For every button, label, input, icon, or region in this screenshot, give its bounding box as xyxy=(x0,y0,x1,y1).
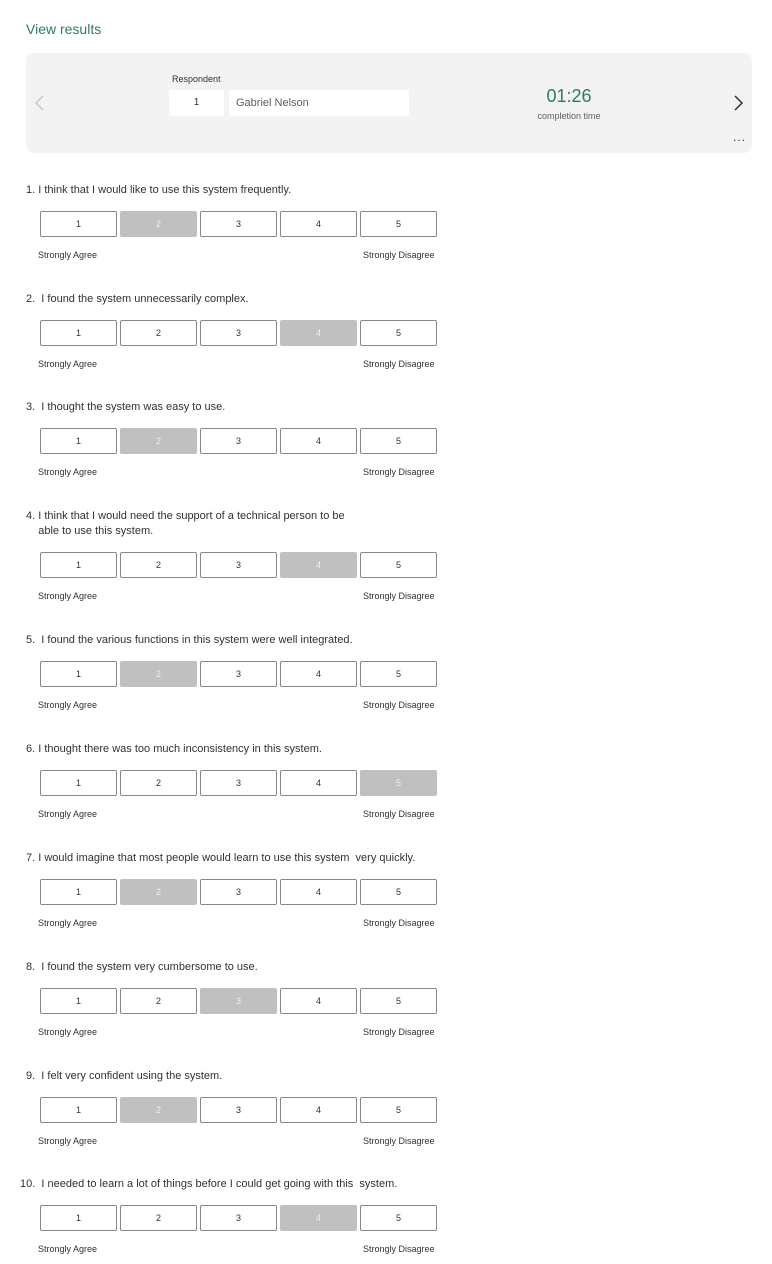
rating-option-3[interactable]: 3 xyxy=(200,428,277,454)
rating-option-5[interactable]: 5 xyxy=(360,988,437,1014)
rating-option-4[interactable]: 4 xyxy=(280,552,357,578)
rating-option-5[interactable]: 5 xyxy=(360,661,437,687)
rating-option-4[interactable]: 4 xyxy=(280,770,357,796)
scale-label-right: Strongly Disagree xyxy=(363,1244,435,1254)
rating-option-4[interactable]: 4 xyxy=(280,879,357,905)
rating-option-4[interactable]: 4 xyxy=(280,1205,357,1231)
scale-label-left: Strongly Agree xyxy=(38,918,98,928)
respondent-label: Respondent xyxy=(172,74,221,84)
rating-option-2[interactable]: 2 xyxy=(120,988,197,1014)
rating-option-3[interactable]: 3 xyxy=(200,552,277,578)
rating-option-3[interactable]: 3 xyxy=(200,879,277,905)
respondent-number-field[interactable]: 1 xyxy=(169,90,224,116)
scale-label-right: Strongly Disagree xyxy=(363,1027,435,1037)
previous-respondent-button[interactable] xyxy=(32,91,48,115)
scale-label-right: Strongly Disagree xyxy=(363,591,435,601)
scale-label-right: Strongly Disagree xyxy=(363,918,435,928)
scale-label-right: Strongly Disagree xyxy=(363,1136,435,1146)
rating-option-5[interactable]: 5 xyxy=(360,428,437,454)
question-text: 4. I think that I would need the support of a technical person to be able to use this system. xyxy=(26,510,345,537)
completion-time-value: 01:26 xyxy=(546,86,592,106)
next-respondent-button[interactable] xyxy=(730,91,746,115)
rating-option-2[interactable]: 2 xyxy=(120,552,197,578)
chevron-left-icon xyxy=(32,91,48,115)
scale-label-left: Strongly Agree xyxy=(38,359,98,369)
question-text: 8. I found the system very cumbersome to use. xyxy=(26,961,258,973)
rating-option-2[interactable]: 2 xyxy=(120,428,197,454)
rating-option-1[interactable]: 1 xyxy=(40,988,117,1014)
rating-option-1[interactable]: 1 xyxy=(40,211,117,237)
rating-option-3[interactable]: 3 xyxy=(200,320,277,346)
rating-option-1[interactable]: 1 xyxy=(40,320,117,346)
scale-label-right: Strongly Disagree xyxy=(363,467,435,477)
question-text: 7. I would imagine that most people would learn to use this system very quickly. xyxy=(26,852,416,864)
question-text: 1. I think that I would like to use this system frequently. xyxy=(26,184,292,196)
more-options-button[interactable]: ... xyxy=(732,130,746,144)
question-text: 10. I needed to learn a lot of things before I could get going with this system. xyxy=(20,1178,398,1190)
rating-option-4[interactable]: 4 xyxy=(280,988,357,1014)
question-text: 2. I found the system unnecessarily complex. xyxy=(26,293,249,305)
rating-option-3[interactable]: 3 xyxy=(200,211,277,237)
scale-label-left: Strongly Agree xyxy=(38,1136,98,1146)
rating-option-3[interactable]: 3 xyxy=(200,988,277,1014)
scale-label-right: Strongly Disagree xyxy=(363,359,435,369)
rating-option-2[interactable]: 2 xyxy=(120,879,197,905)
rating-option-5[interactable]: 5 xyxy=(360,879,437,905)
rating-option-1[interactable]: 1 xyxy=(40,428,117,454)
scale-label-left: Strongly Agree xyxy=(38,467,98,477)
rating-option-3[interactable]: 3 xyxy=(200,770,277,796)
chevron-right-icon xyxy=(730,91,746,115)
rating-option-5[interactable]: 5 xyxy=(360,1097,437,1123)
question-text: 5. I found the various functions in this system were well integrated. xyxy=(26,634,353,646)
view-results-link[interactable]: View results xyxy=(26,21,102,37)
rating-option-2[interactable]: 2 xyxy=(120,211,197,237)
scale-label-left: Strongly Agree xyxy=(38,700,98,710)
rating-option-1[interactable]: 1 xyxy=(40,1205,117,1231)
rating-option-1[interactable]: 1 xyxy=(40,661,117,687)
rating-option-5[interactable]: 5 xyxy=(360,770,437,796)
rating-option-1[interactable]: 1 xyxy=(40,1097,117,1123)
question-text: 6. I thought there was too much inconsistency in this system. xyxy=(26,743,322,755)
rating-option-3[interactable]: 3 xyxy=(200,1097,277,1123)
completion-time-label: completion time xyxy=(537,111,601,121)
scale-label-right: Strongly Disagree xyxy=(363,250,435,260)
rating-option-3[interactable]: 3 xyxy=(200,661,277,687)
rating-option-4[interactable]: 4 xyxy=(280,320,357,346)
rating-option-2[interactable]: 2 xyxy=(120,661,197,687)
scale-label-left: Strongly Agree xyxy=(38,809,98,819)
rating-option-5[interactable]: 5 xyxy=(360,552,437,578)
scale-label-left: Strongly Agree xyxy=(38,591,98,601)
question-text: 3. I thought the system was easy to use. xyxy=(26,401,226,413)
rating-option-5[interactable]: 5 xyxy=(360,320,437,346)
scale-label-left: Strongly Agree xyxy=(38,1244,98,1254)
rating-option-4[interactable]: 4 xyxy=(280,211,357,237)
rating-option-1[interactable]: 1 xyxy=(40,770,117,796)
rating-option-4[interactable]: 4 xyxy=(280,661,357,687)
rating-option-2[interactable]: 2 xyxy=(120,770,197,796)
question-text: 9. I felt very confident using the system. xyxy=(26,1070,223,1082)
respondent-name-field[interactable]: Gabriel Nelson xyxy=(229,90,409,116)
rating-option-4[interactable]: 4 xyxy=(280,1097,357,1123)
rating-option-2[interactable]: 2 xyxy=(120,320,197,346)
rating-option-5[interactable]: 5 xyxy=(360,211,437,237)
scale-label-left: Strongly Agree xyxy=(38,250,98,260)
scale-label-right: Strongly Disagree xyxy=(363,809,435,819)
rating-option-3[interactable]: 3 xyxy=(200,1205,277,1231)
rating-option-5[interactable]: 5 xyxy=(360,1205,437,1231)
rating-option-1[interactable]: 1 xyxy=(40,552,117,578)
respondent-card xyxy=(26,53,752,153)
rating-option-2[interactable]: 2 xyxy=(120,1205,197,1231)
rating-option-2[interactable]: 2 xyxy=(120,1097,197,1123)
rating-option-1[interactable]: 1 xyxy=(40,879,117,905)
scale-label-right: Strongly Disagree xyxy=(363,700,435,710)
rating-option-4[interactable]: 4 xyxy=(280,428,357,454)
scale-label-left: Strongly Agree xyxy=(38,1027,98,1037)
